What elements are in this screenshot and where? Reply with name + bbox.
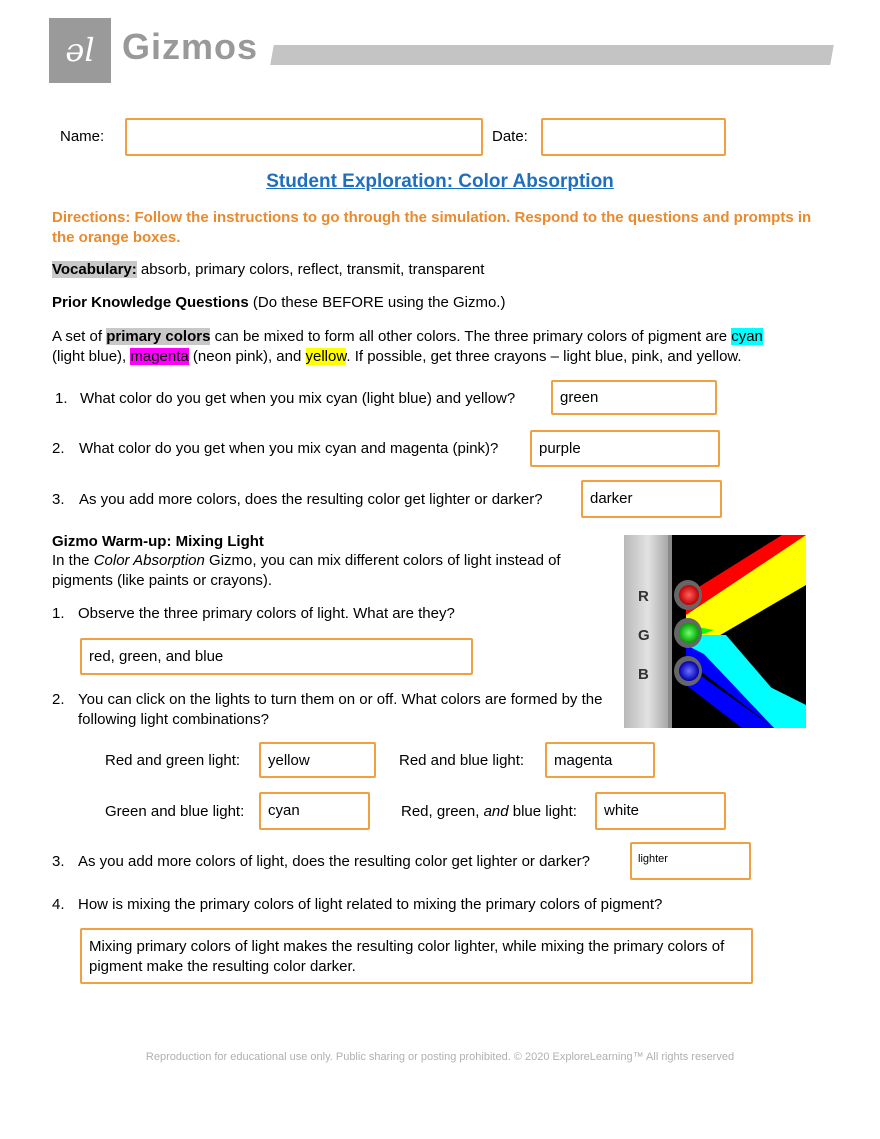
page-title: Student Exploration: Color Absorption <box>266 171 614 192</box>
vocabulary-label: Vocabulary: <box>52 261 137 278</box>
magenta-term: magenta <box>130 348 189 365</box>
warmup-question-2: You can click on the lights to turn them on or off. What colors are formed by the following light combinations? <box>78 691 603 728</box>
rgb-label-italic: and <box>483 803 509 820</box>
question-number: 1. <box>52 605 65 622</box>
prior-heading-note: (Do these BEFORE using the Gizmo.) <box>252 294 506 311</box>
question-number: 2. <box>52 440 65 457</box>
question-number: 3. <box>52 491 65 508</box>
question-number: 3. <box>52 853 65 870</box>
warmup-answer-4[interactable]: Mixing primary colors of light makes the resulting color lighter, while mixing the primary colors of pigment make the resulting color darker. <box>80 928 753 984</box>
red-green-label: Red and green light: <box>105 752 241 769</box>
yellow-term: yellow <box>305 348 347 365</box>
prior-answer-1[interactable]: green <box>551 380 717 415</box>
light-label-r: R <box>638 588 649 605</box>
prior-answer-3[interactable]: darker <box>581 480 722 518</box>
intro-paragraph <box>52 327 812 367</box>
warmup-heading-text: Gizmo Warm-up: Mixing Light <box>52 533 264 550</box>
prior-heading-text: Prior Knowledge Questions <box>52 294 249 311</box>
name-field[interactable] <box>125 118 483 156</box>
warmup-question-3: As you add more colors of light, does the resulting color get lighter or darker? <box>78 853 590 870</box>
red-blue-answer[interactable]: magenta <box>545 742 655 778</box>
header-bar <box>270 45 834 65</box>
prior-question-1: What color do you get when you mix cyan (light blue) and yellow? <box>80 390 516 407</box>
warmup-question-4: How is mixing the primary colors of light related to mixing the primary colors of pigment? <box>78 896 663 913</box>
red-green-blue-answer[interactable]: white <box>595 792 726 830</box>
green-blue-label: Green and blue light: <box>105 803 245 820</box>
light-label-g: G <box>638 627 650 644</box>
date-label: Date: <box>492 128 528 145</box>
warmup-heading <box>52 532 612 552</box>
intro-text: A set of <box>52 328 107 345</box>
red-green-answer[interactable]: yellow <box>259 742 376 778</box>
warmup-intro-text: In the <box>52 552 94 569</box>
intro-text: can be mixed to form all other colors. The three primary colors of pigment are <box>210 328 732 345</box>
primary-colors-term: primary colors <box>106 328 211 345</box>
prior-question-2: What color do you get when you mix cyan and magenta (pink)? <box>79 440 499 457</box>
rgb-label-text: Red, green, <box>401 803 484 820</box>
question-number: 4. <box>52 896 65 913</box>
brand-name: Gizmos <box>122 26 259 67</box>
vocabulary <box>52 260 822 280</box>
prior-knowledge-heading <box>52 293 822 313</box>
directions: Directions: Follow the instructions to go through the simulation. Respond to the questions and prompts in the orange boxes. <box>52 209 812 246</box>
warmup-answer-3[interactable]: lighter <box>630 842 751 880</box>
warmup-question-1: Observe the three primary colors of light. What are they? <box>78 605 455 622</box>
light-mixing-illustration <box>624 535 806 728</box>
red-blue-label: Red and blue light: <box>399 752 525 769</box>
light-mixing-image <box>624 535 806 728</box>
prior-question-3: As you add more colors, does the resulting color get lighter or darker? <box>79 491 543 508</box>
intro-text: (neon pink), and <box>188 348 306 365</box>
warmup-answer-1[interactable]: red, green, and blue <box>80 638 473 675</box>
red-green-blue-label <box>401 802 577 822</box>
footer-copyright: Reproduction for educational use only. Public sharing or posting prohibited. © 2020 ExploreLearning™ All rights reserved <box>145 1051 735 1063</box>
green-blue-answer[interactable]: cyan <box>259 792 370 830</box>
cyan-term: cyan <box>731 328 763 345</box>
date-field[interactable] <box>541 118 726 156</box>
warmup-intro <box>52 551 607 591</box>
explorelearning-logo-icon: əl <box>65 31 95 69</box>
light-label-b: B <box>638 666 649 683</box>
warmup-intro-text: Gizmo, you can mix different colors of light instead of pigments (like paints or crayons). <box>52 552 561 589</box>
vocabulary-terms: absorb, primary colors, reflect, transmit, transparent <box>140 261 485 278</box>
prior-answer-2[interactable]: purple <box>530 430 720 467</box>
question-number: 1. <box>55 390 68 407</box>
name-label: Name: <box>60 128 105 145</box>
intro-text: . If possible, get three crayons – light blue, pink, and yellow. <box>346 348 742 365</box>
rgb-label-text: blue light: <box>508 803 577 820</box>
gizmo-name: Color Absorption <box>93 552 205 569</box>
question-number: 2. <box>52 691 65 708</box>
intro-text: (light blue), <box>52 348 131 365</box>
